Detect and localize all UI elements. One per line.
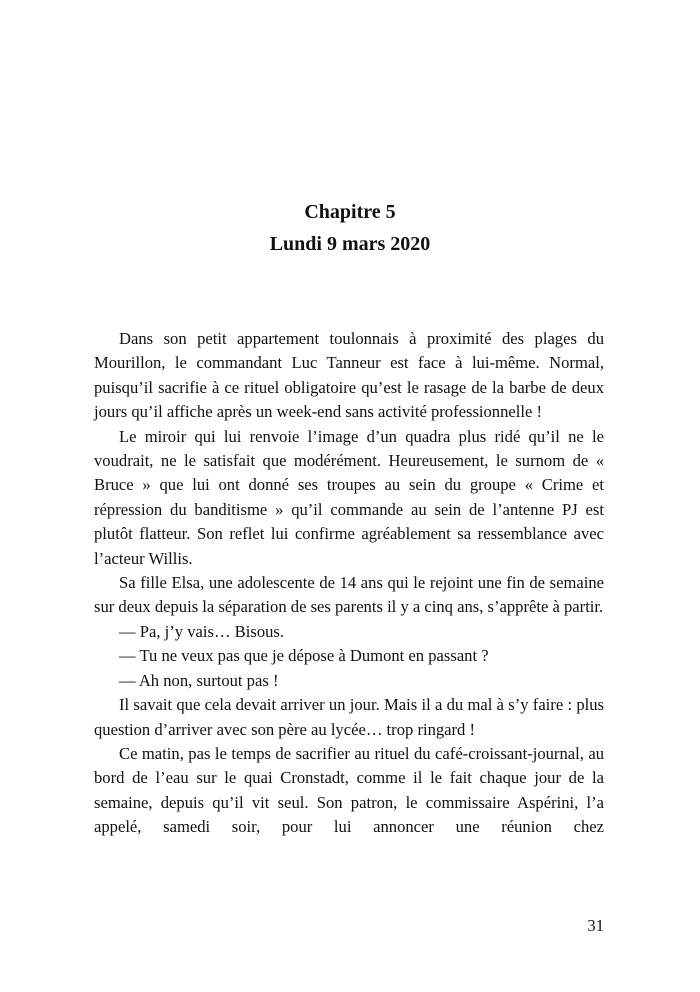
- paragraph: Il savait que cela devait arriver un jour. Mais il a du mal à s’y faire : plus question d’arriver avec son père au lycée… trop ringard !: [94, 695, 604, 739]
- chapter-title: Chapitre 5: [304, 201, 396, 223]
- paragraph: Dans son petit appartement toulonnais à proximité des plages du Mourillon, le commandant Luc Tanneur est face à lui-même. Normal, puisqu’il sacrifie à ce rituel obligatoire qu’est le rasage de la barbe de deux jours qu’il affiche après un week-end sans activité professionnelle !: [94, 329, 604, 422]
- chapter-heading: [0, 196, 700, 260]
- paragraph: Ce matin, pas le temps de sacrifier au rituel du café-croissant-journal, au bord de l’eau sur le quai Cronstadt, comme il le fait chaque jour de la semaine, depuis qu’il vit seul. Son patron, le commissaire Aspérini, l’a appelé, samedi soir, pour lui annoncer une réunion chez: [94, 743, 604, 837]
- dialogue-line: — Tu ne veux pas que je dépose à Dumont en passant ?: [119, 646, 489, 666]
- chapter-date: Lundi 9 mars 2020: [269, 233, 431, 255]
- paragraph: Le miroir qui lui renvoie l’image d’un quadra plus ridé qu’il ne le voudrait, ne le satisfait que modérément. Heureusement, le surnom de « Bruce » que lui ont donné ses troupes au sein du groupe « Crime et répression du banditisme » qu’il commande au sein de l’antenne PJ est plutôt flatteur. Son reflet lui confirme agréablement sa ressemblance avec l’acteur Willis.: [94, 426, 604, 568]
- page-number: 31: [587, 916, 604, 935]
- dialogue-line: — Pa, j’y vais… Bisous.: [119, 621, 285, 641]
- dialogue-line: — Ah non, surtout pas !: [119, 670, 279, 690]
- body-text: [94, 327, 604, 840]
- paragraph: Sa fille Elsa, une adolescente de 14 ans qui le rejoint une fin de semaine sur deux depuis la séparation de ses parents il y a cinq ans, s’apprête à partir.: [94, 573, 604, 617]
